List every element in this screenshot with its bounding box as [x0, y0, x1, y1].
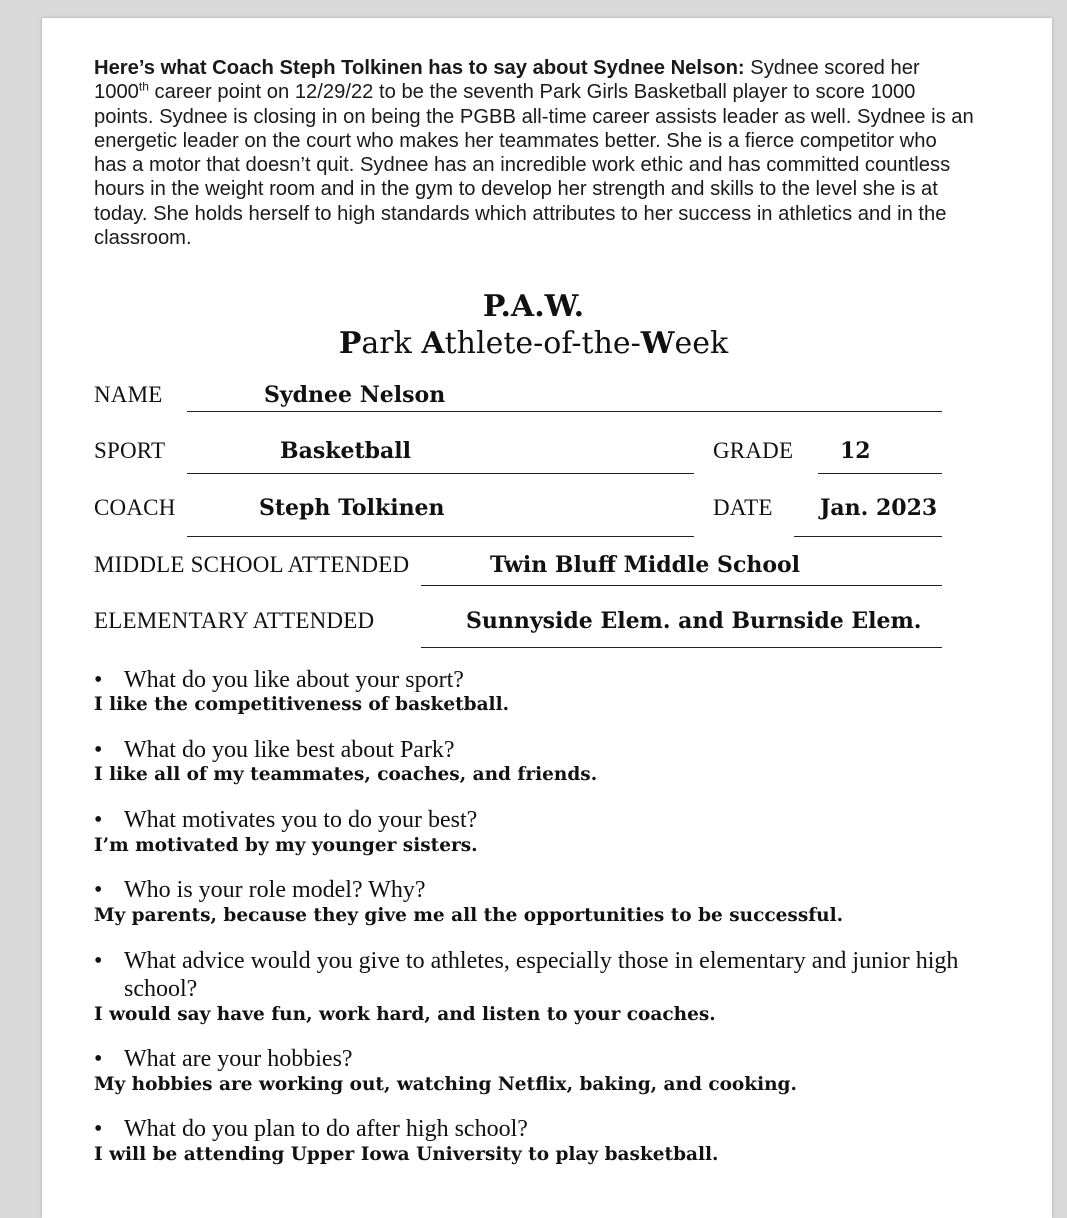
answer-motivation: I’m motivated by my younger sisters. [94, 835, 478, 856]
question-hobbies: • What are your hobbies? [94, 1046, 353, 1072]
question-sport: • What do you like about your sport? [94, 667, 464, 693]
name-underline [187, 411, 942, 412]
paw-full-title: Park Athlete-of-the-Week [338, 326, 729, 361]
date-label: DATE [713, 495, 773, 520]
coach-underline [187, 536, 694, 537]
question-advice: • What advice would you give to athletes, especially those in elementary and junior high school? [94, 948, 959, 1002]
answer-sport: I like the competitiveness of basketball. [94, 694, 510, 715]
elementary-label: ELEMENTARY ATTENDED [94, 608, 375, 633]
coach-label: COACH [94, 495, 176, 520]
sport-value: Basketball [280, 438, 411, 464]
name-value: Sydnee Nelson [264, 382, 446, 408]
paw-acronym: P.A.W. [482, 289, 585, 324]
date-value: Jan. 2023 [820, 495, 938, 521]
grade-underline [818, 473, 942, 474]
question-after-high-school: • What do you plan to do after high school? [94, 1116, 528, 1142]
sport-underline [187, 473, 694, 474]
question-motivation: • What motivates you to do your best? [94, 807, 478, 833]
grade-value: 12 [840, 438, 871, 464]
date-underline [794, 536, 942, 537]
answer-park: I like all of my teammates, coaches, and friends. [94, 764, 598, 785]
question-park: • What do you like best about Park? [94, 737, 455, 763]
sport-label: SPORT [94, 438, 166, 463]
name-label: NAME [94, 382, 163, 407]
answer-after-high-school: I will be attending Upper Iowa University to play basketball. [94, 1144, 719, 1165]
coach-statement-text-1: Sydnee scored her 1000 [94, 57, 920, 104]
ordinal-suffix: th [138, 79, 149, 94]
middle-school-underline [421, 585, 942, 586]
elementary-value: Sunnyside Elem. and Burnside Elem. [466, 608, 922, 634]
answer-role-model: My parents, because they give me all the opportunities to be successful. [94, 905, 844, 926]
middle-school-label: MIDDLE SCHOOL ATTENDED [94, 552, 410, 577]
answer-advice: I would say have fun, work hard, and listen to your coaches. [94, 1004, 716, 1025]
coach-statement-lead: Here’s what Coach Steph Tolkinen has to say about Sydnee Nelson: [94, 57, 745, 79]
middle-school-value: Twin Bluff Middle School [490, 552, 801, 578]
grade-label: GRADE [713, 438, 794, 463]
coach-value: Steph Tolkinen [259, 495, 445, 521]
question-role-model: • Who is your role model? Why? [94, 877, 426, 903]
coach-statement [94, 56, 974, 250]
coach-statement-text-2: career point on 12/29/22 to be the seventh Park Girls Basketball player to score 1000 points. Sydnee is closing in on being the PGBB all-time career assists leader as well. Sydnee is an energetic leader on the court who makes her teammates better. She is a fierce competitor who has a motor that doesn’t quit. Sydnee has an incredible work ethic and has committed countless hours in the weight room and in the gym to develop her strength and skills to the level she is at today. She holds herself to high standards which attributes to her success in athletics and in the classroom. [94, 81, 974, 250]
elementary-underline [421, 647, 942, 648]
answer-hobbies: My hobbies are working out, watching Netflix, baking, and cooking. [94, 1074, 797, 1095]
